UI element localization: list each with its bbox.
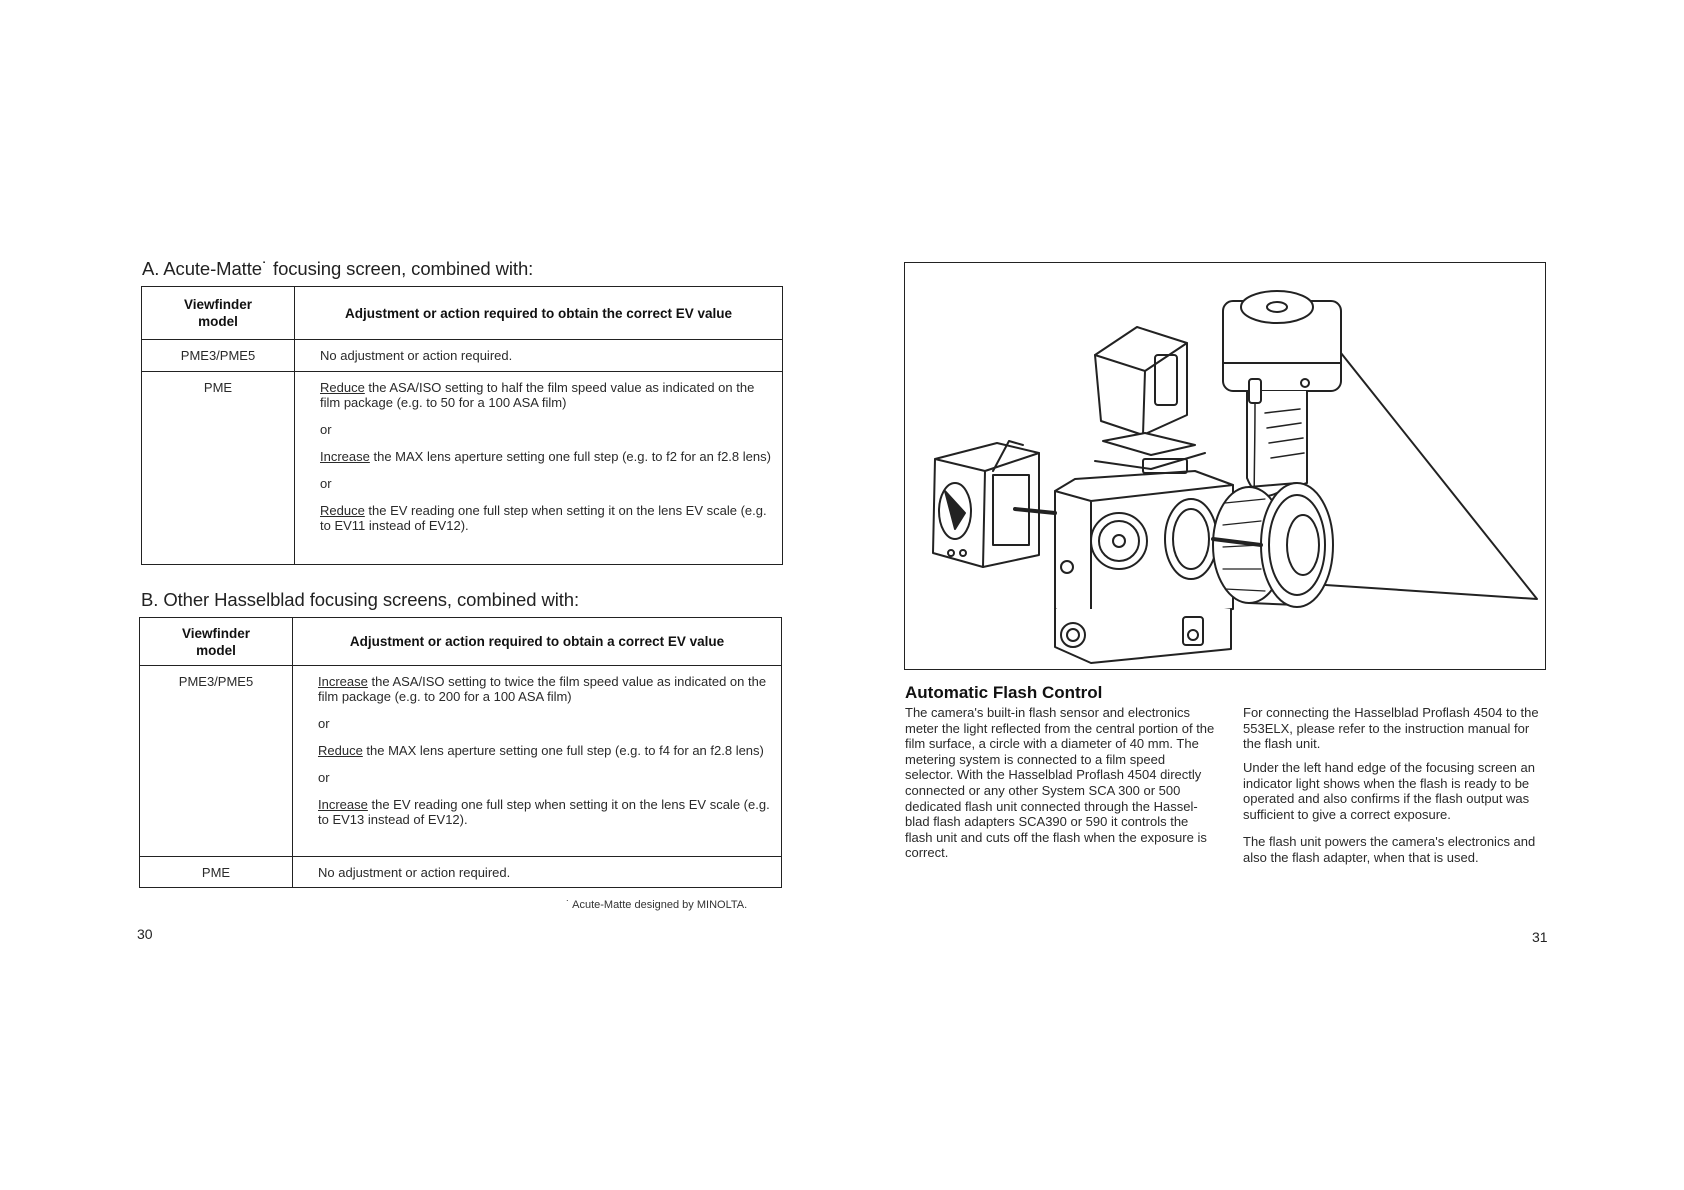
table-a-header-adjust: Adjustment or action required to obtain the correct EV value xyxy=(295,287,783,340)
option-3: Reduce the EV reading one full step when setting it on the lens EV scale (e.g. to EV11 instead of EV12). xyxy=(320,503,767,533)
option-2: Reduce the MAX lens aperture setting one full step (e.g. to f4 for an f2.8 lens) xyxy=(318,743,764,758)
table-row xyxy=(142,340,783,372)
or-label: or xyxy=(318,770,330,785)
or-label: or xyxy=(320,422,332,437)
body-column-1: The camera's built-in flash sensor and electronics meter the light reflected from the central portion of the film surface, a circle with a diameter of 40 mm. The metering system is connected to a film speed selector. With the Hasselblad Proflash 4504 directly connected or any other System SCA 300 or 500 dedicated flash unit connected through the Hassel-blad flash adapters SCA390 or 590 it controls the flash unit and cuts off the flash when the exposure is correct. xyxy=(905,705,1215,861)
table-row xyxy=(140,857,782,888)
or-label: or xyxy=(318,716,330,731)
row-model: PME xyxy=(140,857,293,888)
or-label: or xyxy=(320,476,332,491)
table-b xyxy=(139,617,782,888)
section-b-title: B. Other Hasselblad focusing screens, combined with: xyxy=(141,589,579,610)
table-row xyxy=(142,372,783,565)
section-heading: Automatic Flash Control xyxy=(905,683,1103,702)
table-b-header-model: Viewfinder model xyxy=(140,618,293,666)
body-column-2-para-3: The flash unit powers the camera's electronics and also the flash adapter, when that is used. xyxy=(1243,834,1536,865)
row-adjustment xyxy=(295,372,783,565)
option-2: Increase the MAX lens aperture setting one full step (e.g. to f2 for an f2.8 lens) xyxy=(320,449,771,464)
table-a-header-model: Viewfinder model xyxy=(142,287,295,340)
row-adjustment xyxy=(293,666,782,857)
footnote: ˙ Acute-Matte designed by MINOLTA. xyxy=(566,899,748,911)
row-model: PME3/PME5 xyxy=(142,340,295,372)
table-a xyxy=(141,286,783,565)
row-adjustment: No adjustment or action required. xyxy=(293,857,782,888)
row-model: PME xyxy=(142,372,295,565)
page-number-right: 31 xyxy=(1532,929,1548,945)
camera-system-illustration xyxy=(905,263,1545,669)
camera-illustration xyxy=(904,262,1546,670)
option-3: Increase the EV reading one full step when setting it on the lens EV scale (e.g. to EV13 instead of EV12). xyxy=(318,797,770,827)
row-model: PME3/PME5 xyxy=(140,666,293,857)
page-number-left: 30 xyxy=(137,926,153,942)
option-1: Reduce the ASA/ISO setting to half the film speed value as indicated on the film package (e.g. to 50 for a 100 ASA film) xyxy=(320,380,755,410)
section-a-title: A. Acute-Matte˙ focusing screen, combined with: xyxy=(142,258,534,279)
table-row xyxy=(140,666,782,857)
option-1: Increase the ASA/ISO setting to twice the film speed value as indicated on the film package (e.g. to 200 for a 100 ASA film) xyxy=(318,674,767,704)
table-b-header-adjust: Adjustment or action required to obtain a correct EV value xyxy=(293,618,782,666)
row-adjustment: No adjustment or action required. xyxy=(295,340,783,372)
body-column-2-para-2: Under the left hand edge of the focusing screen an indicator light shows when the flash is ready to be operated and also confirms if the flash output was sufficient to give a correct exposure. xyxy=(1243,760,1535,822)
body-column-2-para-1: For connecting the Hasselblad Proflash 4504 to the 553ELX, please refer to the instruction manual for the flash unit. xyxy=(1243,705,1539,752)
